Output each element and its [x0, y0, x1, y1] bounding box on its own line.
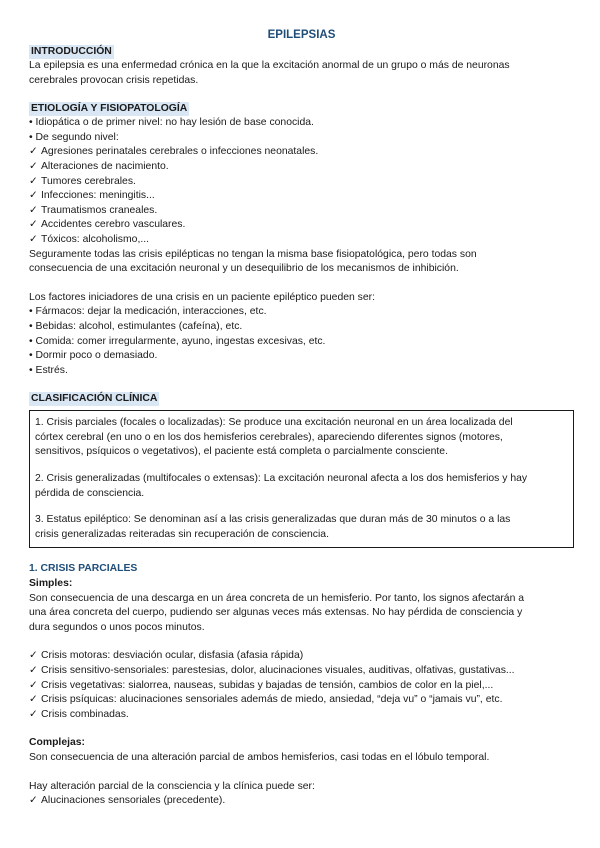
intro-heading: INTRODUCCIÓN: [31, 46, 112, 57]
box-line: 2. Crisis generalizadas (multifocales o extensas): La excitación neuronal afecta a los dos hemisferios y hay: [35, 473, 528, 485]
factor-item: • Estrés.: [29, 364, 68, 376]
document-page: [29, 29, 574, 809]
classification-box: [29, 410, 574, 548]
check-item: ✓ Crisis motoras: desviación ocular, disfasia (afasia rápida): [29, 649, 574, 664]
check-item: ✓ Alucinaciones sensoriales (precedente).: [29, 794, 574, 809]
box-line: 3. Estatus epiléptico: Se denominan así a las crisis generalizadas que duran más de 30 minutos o a las: [35, 514, 511, 526]
check-item: ✓ Agresiones perinatales cerebrales o infecciones neonatales.: [29, 145, 574, 160]
parciales-heading: 1. CRISIS PARCIALES: [29, 563, 138, 575]
box-line: sensitivos, psíquicos o vegetativos), el paciente está completa o parcialmente consciente.: [35, 446, 448, 458]
paragraph-line: consecuencia de una excitación neuronal y un desequilibrio de los mecanismos de inhibición.: [29, 263, 459, 275]
paragraph-line: Seguramente todas las crisis epilépticas no tengan la misma base fisiopatológica, pero todas son: [29, 248, 477, 260]
factor-item: • Dormir poco o demasiado.: [29, 350, 158, 362]
page-title: EPILEPSIAS: [267, 29, 336, 41]
factors-intro: Los factores iniciadores de una crisis en un paciente epiléptico pueden ser:: [29, 291, 375, 303]
intro-line: La epilepsia es una enfermedad crónica en la que la excitación anormal de un grupo o más de neuronas: [29, 60, 510, 71]
paragraph-line: una área concreta del cuerpo, pudiendo ser algunas veces más extensas. No hay pérdida de consciencia y: [29, 607, 523, 619]
check-item: ✓ Crisis psíquicas: alucinaciones sensoriales además de miedo, ansiedad, “deja vu” o “jamais vu”, etc.: [29, 693, 574, 708]
box-line: 1. Crisis parciales (focales o localizadas): Se produce una excitación neuronal en un área localizada del: [35, 417, 513, 429]
check-icon: ✓: [29, 650, 38, 662]
bullet-item: • Idiopática o de primer nivel: no hay lesión de base conocida.: [29, 117, 314, 129]
box-line: crisis generalizadas reiteradas sin recuperación de consciencia.: [35, 528, 329, 540]
check-item: ✓ Tumores cerebrales.: [29, 175, 574, 190]
paragraph-line: Son consecuencia de una descarga en un área concreta de un hemisferio. Por tanto, los signos afectarán a: [29, 592, 525, 604]
complejas-label: Complejas:: [29, 737, 86, 749]
check-icon: ✓: [29, 219, 38, 231]
check-icon: ✓: [29, 233, 38, 245]
paragraph-line: dura segundos o unos pocos minutos.: [29, 621, 205, 633]
simples-label: Simples:: [29, 578, 73, 590]
check-icon: ✓: [29, 146, 38, 158]
check-icon: ✓: [29, 708, 38, 720]
factor-item: • Comida: comer irregularmente, ayuno, ingestas excesivas, etc.: [29, 335, 326, 347]
check-item: ✓ Tóxicos: alcoholismo,...: [29, 233, 574, 248]
intro-section: [29, 45, 574, 88]
parciales-section: [29, 562, 574, 808]
box-line: córtex cerebral (en uno o en los dos hemisferios cerebrales), apareciendo diferentes signos (motores,: [35, 431, 503, 443]
paragraph-line: Hay alteración parcial de la consciencia y la clínica puede ser:: [29, 780, 315, 792]
check-icon: ✓: [29, 190, 38, 202]
check-icon: ✓: [29, 679, 38, 691]
check-item: ✓ Crisis vegetativas: sialorrea, nauseas, subidas y bajadas de tensión, cambios de color en la piel,...: [29, 679, 574, 694]
intro-line: cerebrales provocan crisis repetidas.: [29, 74, 199, 86]
etiologia-section: [29, 102, 574, 378]
clasificacion-heading: CLASIFICACIÓN CLÍNICA: [31, 393, 158, 405]
etiologia-heading: ETIOLOGÍA Y FISIOPATOLOGÍA: [31, 103, 188, 115]
check-item: ✓ Crisis combinadas.: [29, 708, 574, 723]
factor-item: • Bebidas: alcohol, estimulantes (cafeína), etc.: [29, 320, 243, 332]
check-icon: ✓: [29, 160, 38, 172]
check-icon: ✓: [29, 204, 38, 216]
factor-item: • Fármacos: dejar la medicación, interacciones, etc.: [29, 306, 267, 318]
check-item: ✓ Crisis sensitivo-sensoriales: parestesias, dolor, alucinaciones visuales, auditivas, olfativas, gustativas...: [29, 664, 574, 679]
paragraph-line: Son consecuencia de una alteración parcial de ambos hemisferios, casi todas en el lóbulo temporal.: [29, 751, 490, 763]
check-icon: ✓: [29, 665, 38, 676]
box-line: pérdida de consciencia.: [35, 487, 145, 499]
clasificacion-section: [29, 392, 574, 548]
check-icon: ✓: [29, 694, 38, 706]
bullet-item: • De segundo nivel:: [29, 131, 119, 143]
check-item: ✓ Traumatismos craneales.: [29, 204, 574, 219]
check-item: ✓ Alteraciones de nacimiento.: [29, 160, 574, 175]
check-icon: ✓: [29, 795, 38, 807]
check-item: ✓ Accidentes cerebro vasculares.: [29, 218, 574, 233]
check-item: ✓ Infecciones: meningitis...: [29, 189, 574, 204]
check-icon: ✓: [29, 175, 38, 187]
